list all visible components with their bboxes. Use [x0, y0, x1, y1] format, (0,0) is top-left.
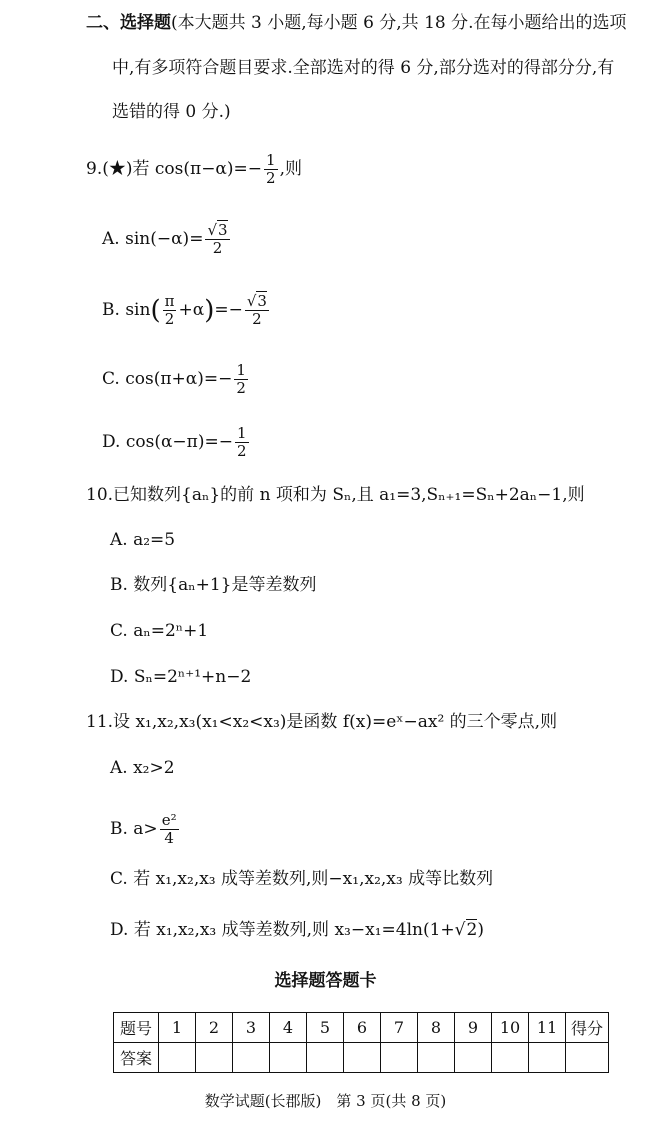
question-number-cell: 10: [492, 1013, 529, 1043]
answer-cell[interactable]: [529, 1043, 566, 1073]
question-9-option-a: A. sin(−α)= $\frac{√3}{2}$: [102, 221, 228, 257]
stem-text: 已知数列{aₙ}的前 n 项和为 Sₙ,且 a₁=3,Sₙ₊₁=Sₙ+2aₙ−1,则: [113, 485, 585, 505]
answer-cell[interactable]: [344, 1043, 381, 1073]
fraction: $\frac{\text{e²}}{4}$: [161, 811, 177, 847]
answer-card-title: 选择题答题卡: [274, 971, 377, 991]
page-footer: 数学试题(长郡版) 第 3 页(共 8 页): [204, 1092, 447, 1110]
row-label: 答案: [114, 1043, 159, 1073]
fraction: $\frac{1}{2}$: [236, 361, 246, 397]
question-10-option-b: B. 数列{aₙ+1}是等差数列: [110, 575, 317, 595]
answer-card-answer-row: [114, 1043, 609, 1073]
question-11-option-b: B. a> $\frac{\text{e²}}{4}$: [110, 811, 177, 847]
answer-cell[interactable]: [418, 1043, 455, 1073]
section-label: 二、选择题: [86, 13, 171, 33]
stem-text: 设 x₁,x₂,x₃(x₁<x₂<x₃)是函数 f(x)=eˣ−ax² 的三个零点,则: [113, 712, 558, 732]
question-9-stem: [86, 152, 302, 187]
question-number-cell: 3: [233, 1013, 270, 1043]
fraction: $\frac{1}{2}$: [236, 424, 247, 460]
score-label: 得分: [566, 1013, 609, 1043]
question-number-cell: 7: [381, 1013, 418, 1043]
question-number: 9.: [86, 159, 103, 179]
question-11-option-a: A. x₂>2: [110, 758, 175, 778]
answer-cell[interactable]: [492, 1043, 529, 1073]
question-10-option-c: C. aₙ=2ⁿ+1: [110, 621, 209, 641]
question-number-cell: 9: [455, 1013, 492, 1043]
fraction: $\frac{√3}{2}$: [246, 292, 267, 328]
question-10-option-d: D. Sₙ=2ⁿ⁺¹+n−2: [110, 667, 252, 687]
stem-text: 若 cos(π−α)=−: [132, 159, 263, 179]
question-number-cell: 11: [529, 1013, 566, 1043]
question-11-stem: [86, 711, 557, 733]
answer-cell[interactable]: [196, 1043, 233, 1073]
question-10-stem: [86, 484, 585, 506]
answer-cell[interactable]: [270, 1043, 307, 1073]
fraction: $\frac{√3}{2}$: [207, 221, 228, 257]
question-number-cell: 6: [344, 1013, 381, 1043]
answer-cell[interactable]: [307, 1043, 344, 1073]
question-number-cell: 2: [196, 1013, 233, 1043]
question-number-cell: 8: [418, 1013, 455, 1043]
stem-text-end: ,则: [279, 159, 302, 179]
answer-cell[interactable]: [233, 1043, 270, 1073]
question-9-option-b: B. sin( $\frac{\pi}{2}$ +α)=− $\frac{√3}{2}$: [102, 292, 267, 328]
section-intro-3: 选错的得 0 分.): [112, 102, 231, 122]
square-root: √2: [454, 920, 478, 940]
question-number-cell: 4: [270, 1013, 307, 1043]
answer-cell[interactable]: [455, 1043, 492, 1073]
question-10-option-a: A. a₂=5: [110, 530, 176, 550]
answer-card-header-row: [114, 1013, 609, 1043]
star-mark: (★): [102, 159, 133, 179]
question-9-option-d: D. cos(α−π)=− $\frac{1}{2}$: [102, 424, 247, 460]
question-number: 10.: [86, 485, 114, 505]
answer-card-table: [113, 1012, 609, 1073]
section-header: [86, 12, 627, 34]
fraction: $\frac{1}{2}$: [266, 151, 276, 187]
question-11-option-d: D. 若 x₁,x₂,x₃ 成等差数列,则 x₃−x₁=4ln(1+√2): [110, 920, 484, 940]
section-intro-1: (本大题共 3 小题,每小题 6 分,共 18 分.在每小题给出的选项: [171, 13, 627, 33]
answer-cell[interactable]: [381, 1043, 418, 1073]
question-number: 11.: [86, 712, 114, 732]
answer-cell[interactable]: [159, 1043, 196, 1073]
section-intro-2: 中,有多项符合题目要求.全部选对的得 6 分,部分选对的得部分分,有: [112, 58, 615, 78]
score-cell[interactable]: [566, 1043, 609, 1073]
question-number-cell: 5: [307, 1013, 344, 1043]
question-9-option-c: C. cos(π+α)=− $\frac{1}{2}$: [102, 361, 246, 397]
fraction: $\frac{\pi}{2}$: [164, 292, 175, 328]
row-label: 题号: [114, 1013, 159, 1043]
question-number-cell: 1: [159, 1013, 196, 1043]
question-11-option-c: C. 若 x₁,x₂,x₃ 成等差数列,则−x₁,x₂,x₃ 成等比数列: [110, 869, 494, 889]
